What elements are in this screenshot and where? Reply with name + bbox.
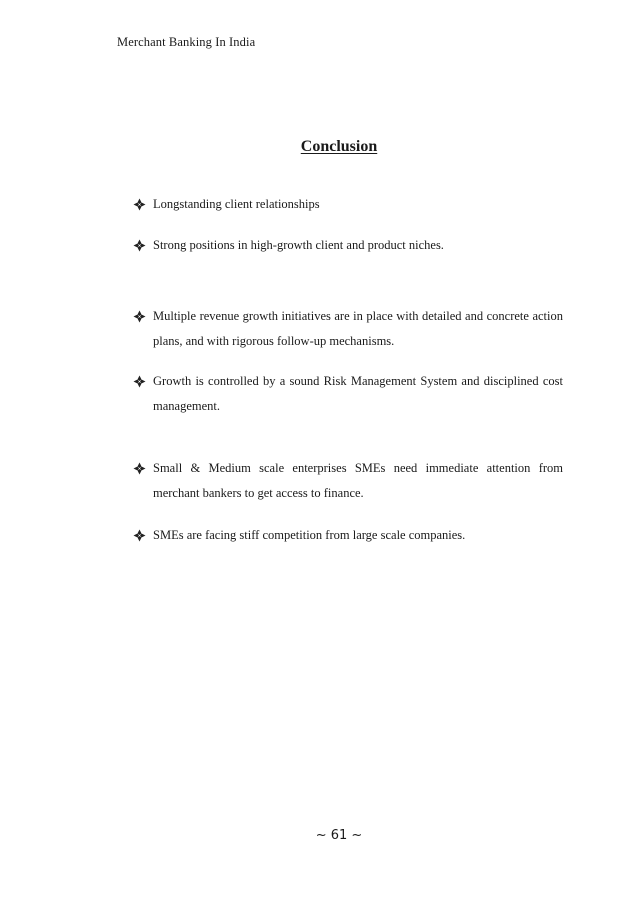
diamond-bullet-icon [133, 462, 146, 475]
section-title: Conclusion [300, 138, 378, 155]
bullet-text: Longstanding client relationships [153, 197, 320, 211]
bullet-item [133, 369, 563, 419]
bullet-text: Small & Medium scale enterprises SMEs need immediate attention from merchant bankers to get access to finance. [153, 461, 563, 500]
bullet-text: Growth is controlled by a sound Risk Management System and disciplined cost management. [153, 374, 563, 413]
bullet-item [133, 233, 563, 258]
bullet-item [133, 304, 563, 354]
bullet-text: Strong positions in high-growth client and product niches. [153, 238, 444, 252]
page-number: ~ 61 ~ [315, 828, 363, 843]
bullet-item [133, 523, 563, 548]
bullet-text: Multiple revenue growth initiatives are in place with detailed and concrete action plans, and with rigorous follow-up mechanisms. [153, 309, 563, 348]
bullet-item [133, 456, 563, 506]
diamond-bullet-icon [133, 375, 146, 388]
page-header: Merchant Banking In India [117, 35, 256, 49]
bullet-text: SMEs are facing stiff competition from large scale companies. [153, 528, 466, 542]
diamond-bullet-icon [133, 529, 146, 542]
bullet-item [133, 192, 563, 217]
diamond-bullet-icon [133, 310, 146, 323]
diamond-bullet-icon [133, 239, 146, 252]
diamond-bullet-icon [133, 198, 146, 211]
